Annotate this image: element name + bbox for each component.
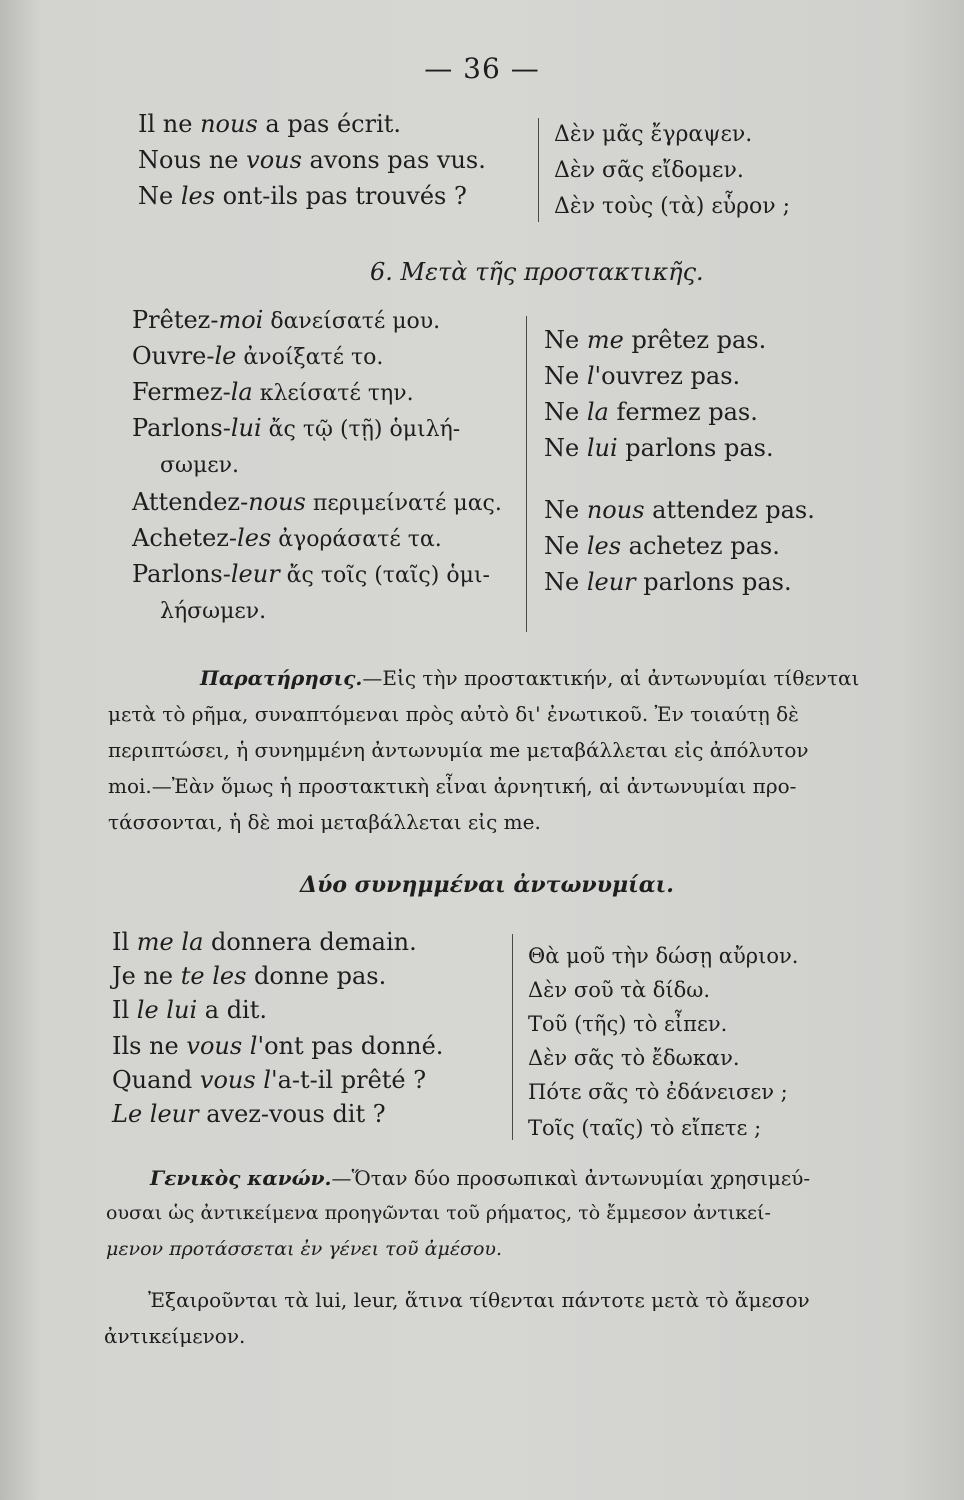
negative-line: Ne la fermez pas.	[544, 398, 758, 426]
remark-line: moi.—Ἐὰν ὅμως ἡ προστακτικὴ εἶναι ἀρνητική, αἱ ἀντωνυμίαι προ-	[108, 774, 797, 798]
gr-line: Δὲν σοῦ τὰ δίδω.	[528, 978, 711, 1002]
gr-line: Δὲν σᾶς εἴδομεν.	[554, 158, 744, 183]
negative-line: Ne me prêtez pas.	[544, 326, 767, 354]
fr-line: Il le lui a dit.	[112, 996, 268, 1024]
rule-label: Γενικὸς κανών.	[150, 1166, 332, 1190]
gr-line: Δὲν σᾶς τὸ ἔδωκαν.	[528, 1046, 740, 1070]
page-number: — 36 —	[424, 52, 540, 85]
remark-line: τάσσονται, ἡ δὲ moi μεταβάλλεται εἰς me.	[108, 810, 541, 834]
imperative-line: λήσωμεν.	[160, 599, 267, 624]
rule-line: Γενικὸς κανών.—Ὅταν δύο προσωπικαὶ ἀντωνυμίαι χρησιμεύ-	[150, 1166, 811, 1190]
gr-line: Θὰ μοῦ τὴν δώσῃ αὔριον.	[528, 944, 799, 968]
imperative-line: Parlons-lui ἄς τῷ (τῇ) ὁμιλή-	[132, 414, 461, 442]
fr-line: Le leur avez-vous dit ?	[112, 1100, 386, 1128]
fr-line: Il ne nous a pas écrit.	[138, 110, 402, 138]
negative-line: Ne nous attendez pas.	[544, 496, 815, 524]
remark-line: Παρατήρησις.—Εἰς τὴν προστακτικήν, αἱ ἀντωνυμίαι τίθενται	[200, 666, 860, 690]
imperative-line: Parlons-leur ἄς τοῖς (ταῖς) ὁμι-	[132, 560, 490, 588]
column-divider	[512, 934, 513, 1140]
imperative-line: Ouvre-le ἀνοίξατέ το.	[132, 342, 384, 370]
imperative-line: Attendez-nous περιμείνατέ μας.	[132, 488, 502, 516]
gr-line: Δὲν τοὺς (τὰ) εὗρον ;	[554, 194, 791, 219]
gr-line: Τοῦ (τῆς) τὸ εἶπεν.	[528, 1012, 728, 1036]
rule-line: ἀντικείμενον.	[104, 1324, 246, 1348]
imperative-line: σωμεν.	[160, 453, 240, 478]
fr-line: Quand vous l'a-t-il prêté ?	[112, 1066, 427, 1094]
imperative-line: Achetez-les ἀγοράσατέ τα.	[132, 524, 442, 552]
gr-line: Δὲν μᾶς ἔγραψεν.	[554, 122, 753, 147]
fr-line: Ne les ont-ils pas trouvés ?	[138, 182, 467, 210]
column-divider	[526, 316, 527, 632]
negative-line: Ne leur parlons pas.	[544, 568, 792, 596]
rule-line: μενον προτάσσεται ἐν γένει τοῦ ἀμέσου.	[106, 1238, 503, 1260]
section-heading: Δύο συνημμέναι ἀντωνυμίαι.	[300, 872, 674, 898]
column-divider	[538, 118, 539, 222]
negative-line: Ne les achetez pas.	[544, 532, 780, 560]
gr-line: Τοῖς (ταῖς) τὸ εἴπετε ;	[528, 1116, 762, 1140]
rule-line: ουσαι ὡς ἀντικείμενα προηγῶνται τοῦ ρήματος, τὸ ἔμμεσον ἀντικεί-	[106, 1202, 771, 1224]
imperative-line: Fermez-la κλείσατέ την.	[132, 378, 414, 406]
rule-line: Ἐξαιροῦνται τὰ lui, leur, ἅτινα τίθενται πάντοτε μετὰ τὸ ἄμεσον	[148, 1288, 810, 1312]
remark-label: Παρατήρησις.	[200, 666, 363, 690]
remark-line: μετὰ τὸ ρῆμα, συναπτόμεναι πρὸς αὐτὸ δι' ἐνωτικοῦ. Ἐν τοιαύτῃ δὲ	[108, 702, 799, 726]
section-heading: 6. Μετὰ τῆς προστακτικῆς.	[370, 258, 704, 286]
fr-line: Il me la donnera demain.	[112, 928, 417, 956]
fr-line: Ils ne vous l'ont pas donné.	[112, 1032, 444, 1060]
remark-line: περιπτώσει, ἡ συνημμένη ἀντωνυμία me μεταβάλλεται εἰς ἀπόλυτον	[108, 738, 809, 762]
negative-line: Ne l'ouvrez pas.	[544, 362, 741, 390]
fr-line: Nous ne vous avons pas vus.	[138, 146, 486, 174]
imperative-line: Prêtez-moi δανείσατέ μου.	[132, 306, 441, 334]
gr-line: Πότε σᾶς τὸ ἐδάνεισεν ;	[528, 1080, 788, 1104]
fr-line: Je ne te les donne pas.	[112, 962, 387, 990]
negative-line: Ne lui parlons pas.	[544, 434, 774, 462]
